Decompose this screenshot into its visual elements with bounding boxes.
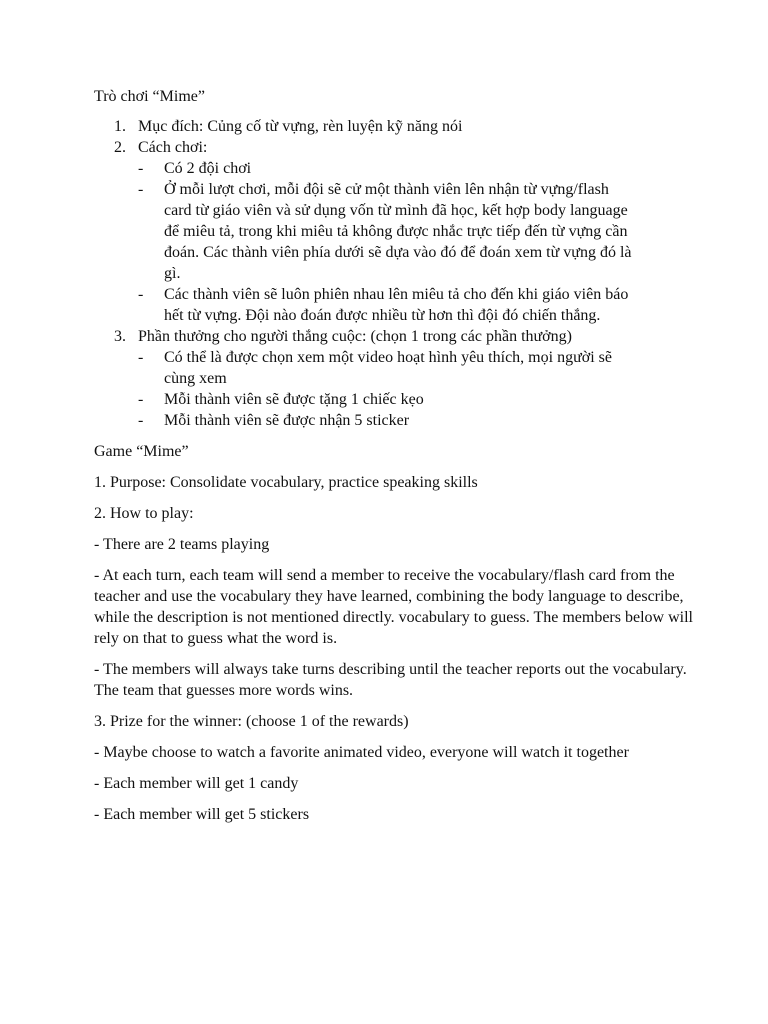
- dash-bullet: -: [138, 286, 144, 303]
- english-paragraph: - At each turn, each team will send a member to receive the vocabulary/flash card from the teacher and use the vocabulary they have learned, combining the body language to describe, while the description is not mentioned directly. vocabulary to guess. The members below will rely on that to guess what the word is.: [94, 567, 693, 647]
- vi-list-item-3: [94, 326, 684, 431]
- dash-bullet: -: [138, 412, 144, 429]
- dash-bullet: -: [138, 181, 144, 198]
- dash-bullet: -: [138, 160, 144, 177]
- vi-sublist-how-to-play: [138, 158, 684, 326]
- sub-list-item: [138, 410, 640, 431]
- vi-list-item-2: [94, 137, 684, 326]
- sub-list-item: [138, 158, 640, 179]
- english-paragraph: 1. Purpose: Consolidate vocabulary, practice speaking skills: [94, 474, 478, 491]
- list-item-text: Cách chơi:: [138, 139, 208, 156]
- english-paragraph: 3. Prize for the winner: (choose 1 of the rewards): [94, 713, 409, 730]
- sub-list-item: [138, 179, 640, 284]
- vi-list-item-1: [94, 116, 684, 137]
- english-paragraph: 2. How to play:: [94, 505, 194, 522]
- list-item-text: Mục đích: Củng cố từ vựng, rèn luyện kỹ năng nói: [138, 118, 463, 135]
- english-paragraph: - Maybe choose to watch a favorite animated video, everyone will watch it together: [94, 744, 629, 761]
- sub-item-text: Có 2 đội chơi: [164, 160, 252, 177]
- english-section: [94, 441, 694, 825]
- english-paragraph: - Each member will get 1 candy: [94, 775, 299, 792]
- list-number: 3.: [114, 328, 126, 345]
- english-title: Game “Mime”: [94, 443, 189, 460]
- sub-item-text: Các thành viên sẽ luôn phiên nhau lên miêu tả cho đến khi giáo viên báo hết từ vựng. Đội nào đoán được nhiều từ hơn thì đội đó chiến thắng.: [164, 286, 629, 324]
- dash-bullet: -: [138, 349, 144, 366]
- list-number: 2.: [114, 139, 126, 156]
- vietnamese-title: Trò chơi “Mime”: [94, 88, 205, 105]
- sub-list-item: [138, 347, 640, 389]
- sub-list-item: [138, 389, 640, 410]
- vi-sublist-prizes: [138, 347, 684, 431]
- list-number: 1.: [114, 118, 126, 135]
- english-paragraph: - There are 2 teams playing: [94, 536, 270, 553]
- sub-item-text: Ở mỗi lượt chơi, mỗi đội sẽ cử một thành viên lên nhận từ vựng/flash card từ giáo viên và sử dụng vốn từ mình đã học, kết hợp body language để miêu tả, trong khi miêu tả không được nhắc trực tiếp đến từ vựng cần đoán. Các thành viên phía dưới sẽ dựa vào đó để đoán xem từ vựng đó là gì.: [164, 181, 632, 282]
- list-item-text: Phần thưởng cho người thắng cuộc: (chọn 1 trong các phần thưởng): [138, 328, 572, 345]
- english-paragraph: - The members will always take turns describing until the teacher reports out the vocabulary. The team that guesses more words wins.: [94, 661, 687, 699]
- dash-bullet: -: [138, 391, 144, 408]
- sub-item-text: Có thể là được chọn xem một video hoạt hình yêu thích, mọi người sẽ cùng xem: [164, 349, 612, 387]
- sub-list-item: [138, 284, 640, 326]
- english-paragraph: - Each member will get 5 stickers: [94, 806, 310, 823]
- vietnamese-numbered-list: [94, 116, 768, 431]
- sub-item-text: Mỗi thành viên sẽ được tặng 1 chiếc kẹo: [164, 391, 424, 408]
- sub-item-text: Mỗi thành viên sẽ được nhận 5 sticker: [164, 412, 410, 429]
